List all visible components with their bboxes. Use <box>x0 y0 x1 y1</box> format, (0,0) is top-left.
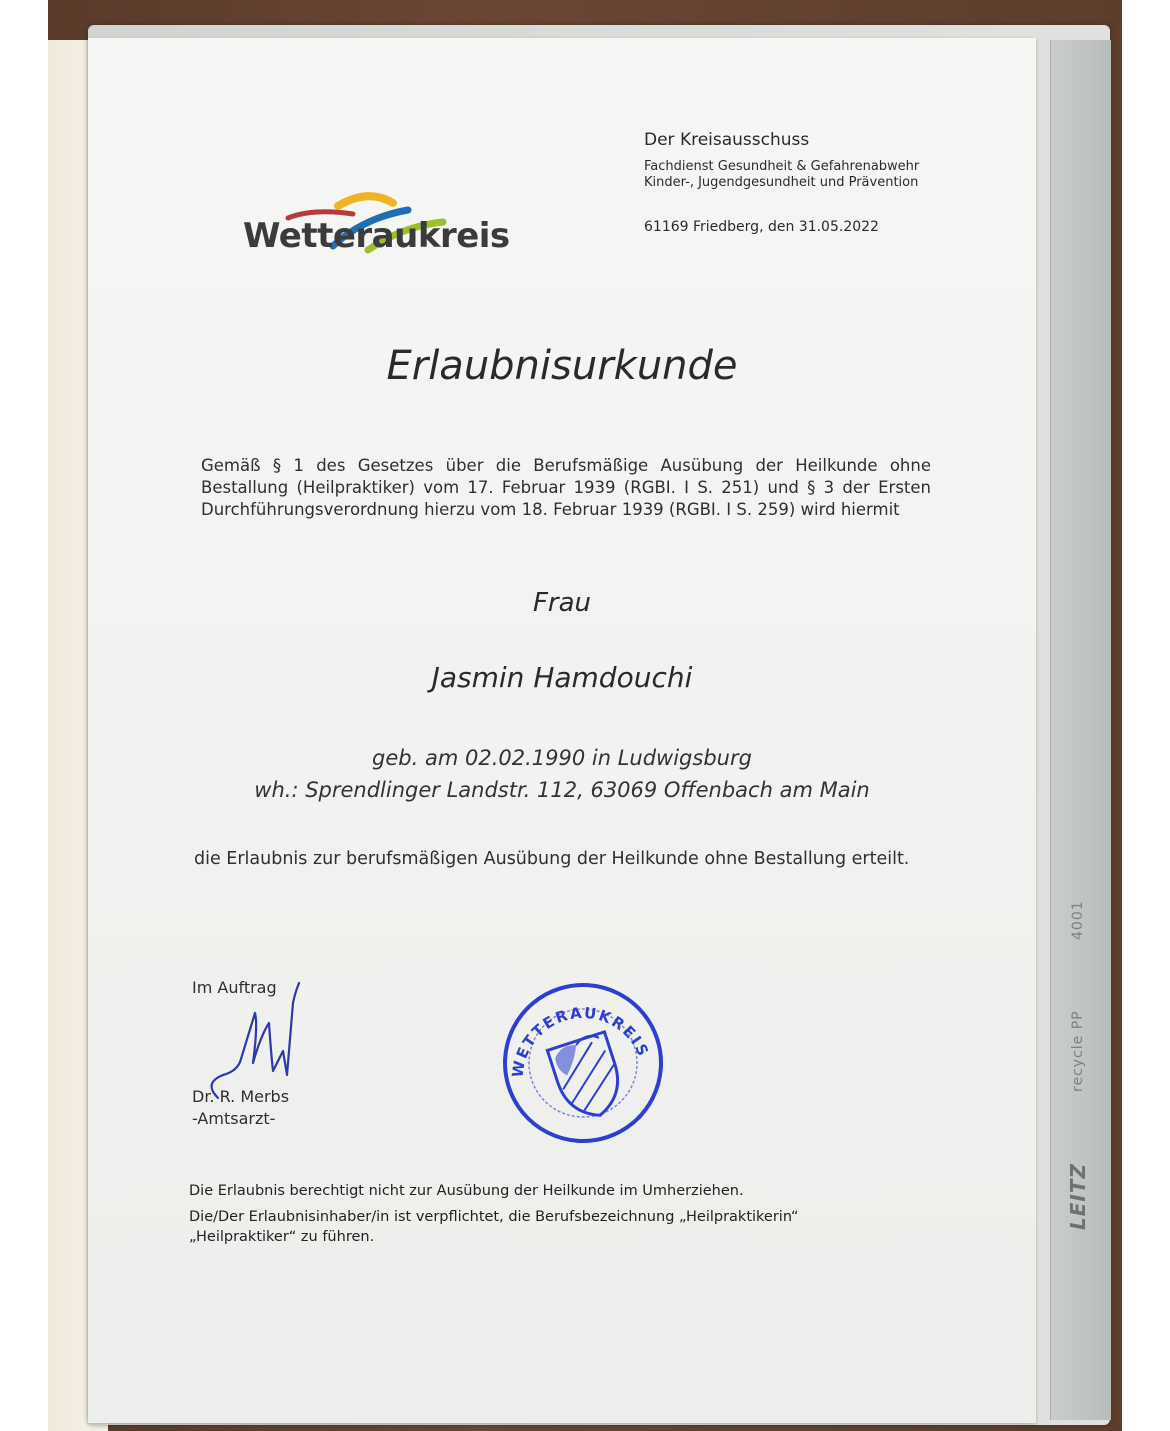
logo-wordmark: Wetteraukreis <box>243 216 510 256</box>
recipient-salutation: Frau <box>532 588 592 618</box>
recipient-address: wh.: Sprendlinger Landstr. 112, 63069 Offenbach am Main <box>254 778 870 802</box>
authority-header <box>644 130 984 235</box>
seal-text: WETTERAUKREIS <box>508 1003 653 1079</box>
authority-name: Der Kreisausschuss <box>644 130 810 150</box>
grant-text: die Erlaubnis zur berufsmäßigen Ausübung der Heilkunde ohne Bestallung erteilt. <box>194 849 910 869</box>
sleeve-code: 4001 <box>1070 900 1086 940</box>
signer-name: Dr. R. Merbs <box>192 1087 290 1106</box>
sleeve-label: recycle PP <box>1070 1010 1086 1093</box>
recipient-name: Jasmin Hamdouchi <box>431 661 693 694</box>
place-date: 61169 Friedberg, den 31.05.2022 <box>644 219 879 235</box>
department-line-1: Fachdienst Gesundheit & Gefahrenabwehr <box>644 159 920 174</box>
legal-basis-text: Gemäß § 1 des Gesetzes über die Berufsmäßige Ausübung der Heilkunde ohne Bestallung (Heilpraktiker) vom 17. Februar 1939 (RGBI. I S. 251) und § 3 der Ersten Durchführungsverordnung hierzu vom 18. Februar 1939 (RGBI. I S. 259) wird hiermit <box>201 456 931 519</box>
official-seal-stamp-icon <box>498 978 668 1148</box>
note-line-1: Die Erlaubnis berechtigt nicht zur Ausübung der Heilkunde im Umherziehen. <box>189 1183 744 1199</box>
signer-block <box>192 1086 289 1130</box>
document-title: Erlaubnisurkunde <box>386 343 738 389</box>
certificate-page <box>88 38 1036 1423</box>
recipient-birth: geb. am 02.02.1990 in Ludwigsburg <box>372 746 752 770</box>
signer-role: -Amtsarzt- <box>192 1109 276 1128</box>
sleeve-brand: LEITZ <box>1066 1163 1090 1230</box>
sleeve-imprint <box>1058 900 1098 1230</box>
legal-notes <box>189 1181 909 1253</box>
department-line-2: Kinder-, Jugendgesundheit und Prävention <box>644 175 919 190</box>
note-line-2: Die/Der Erlaubnisinhaber/in ist verpflichtet, die Berufsbezeichnung „Heilpraktikerin“ „Heilpraktiker“ zu führen. <box>189 1209 799 1245</box>
im-auftrag-label: Im Auftrag <box>192 978 277 997</box>
photo-background <box>48 0 1122 1431</box>
